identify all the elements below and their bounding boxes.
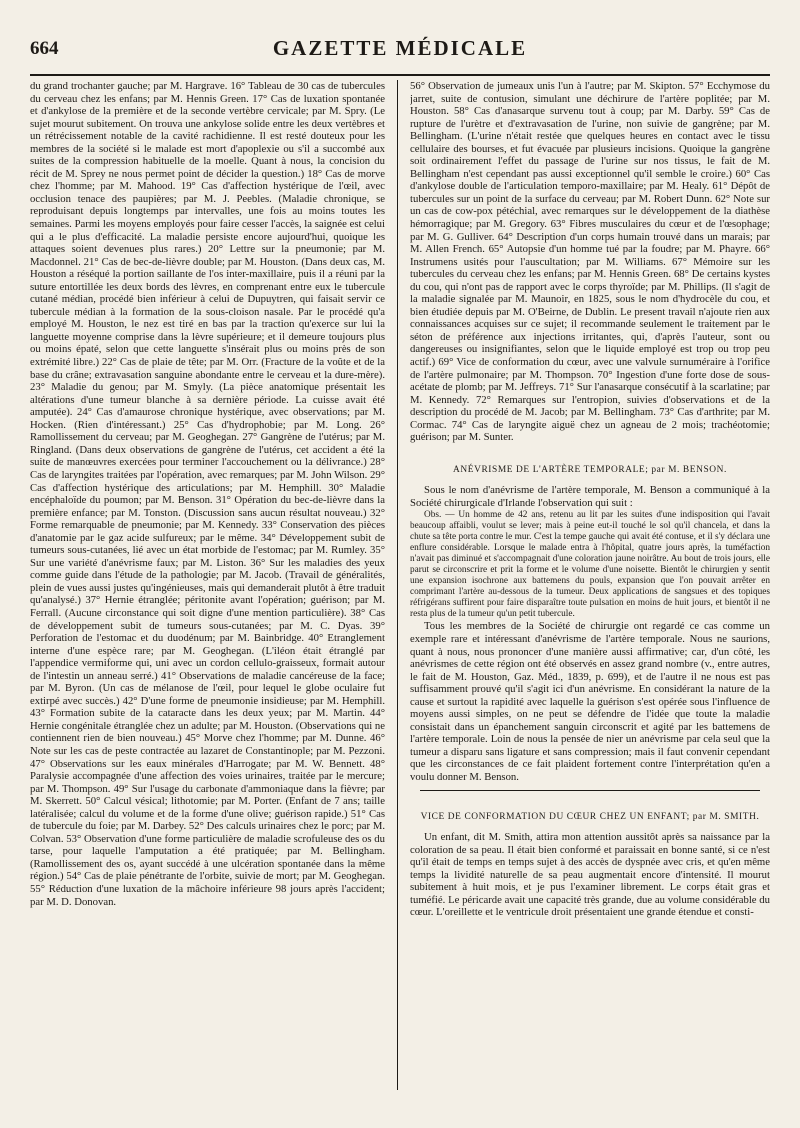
header-rule <box>30 74 770 76</box>
page-number: 664 <box>30 38 59 59</box>
section-aneurysm-intro: Sous le nom d'anévrisme de l'artère temporale, M. Benson a communiqué à la Société chirurgicale d'Irlande l'observation qui suit : <box>410 484 770 509</box>
page-header <box>30 36 770 70</box>
section-title-heart: VICE DE CONFORMATION DU CŒUR CHEZ UN ENFANT; par M. SMITH. <box>420 811 760 822</box>
section-heart-text: Un enfant, dit M. Smith, attira mon attention aussitôt après sa naissance par la coloration de sa peau. Il était bien conformé et paraissait en bonne santé, si ce n'est qu'il était de temps en temps sujet à des accès de dyspnée avec cris, et qu'en même temps la lividité naturelle de sa peau augmentait encore d'intensité. Il mourut subitement à huit mois, et je pus l'examiner librement. Le corps était gras et tuméfié. Le péricarde avait une capacité très grande, due au volume considérable du cœur. L'oreillette et le ventricule droit présentaient une grande étendue et consti- <box>410 831 770 919</box>
section-divider <box>420 790 760 791</box>
left-column <box>30 80 385 1090</box>
section-aneurysm-commentary: Tous les membres de la Société de chirurgie ont regardé ce cas comme un exemple rare et intéressant d'anévrisme de l'artère temporale. Nous ne saurions, quant à nous, nous prononcer d'une manière aussi affirmative; car, d'un côté, les anévrismes de cette région ont été observés en assez grand nombre (v., entre autres, le fait de M. Houston, Gaz. Méd., 1839, p. 699), et de l'autre il ne nous est pas suffisamment prouvé qu'il s'agit ici d'un anévrisme. En considérant la nature de la cause et surtout la rapidité avec laquelle la guérison s'est opérée sous l'influence de moyens aussi simples, on ne peut se défendre de l'idée que toute la maladie consistait dans un épanchement sanguin circonscrit et agité par les battemens de l'artère temporale. Loin de nous la pensée de nier un anévrisme par cela seul que la tumeur a disparu sans ligature et sans compression; mais il faut convenir cependant que les circonstances de ce fait plaident fortement contre l'interprétation qu'en a voulu donner M. Benson. <box>410 620 770 783</box>
section-title-aneurysm: ANÉVRISME DE L'ARTÈRE TEMPORALE; par M. BENSON. <box>453 464 727 475</box>
column-divider <box>397 80 398 1090</box>
left-column-text: du grand trochanter gauche; par M. Hargrave. 16° Tableau de 30 cas de tubercules du cerveau chez les enfans; par M. Hennis Green. 17° Cas de luxation spontanée et d'ankylose de la première et de la seconde vertèbre cervicale; par M. Spry. (Le sujet mourut subitement. On trouva une ankylose solide entre les deux vertèbres et un rétrécissement notable de la cavité rachidienne. Il est resté douteux pour les membres de la société si le malade est mort d'apoplexie ou s'il a succombé aux suites de la compression habituelle de la moelle. Quant à nous, la concision du récit de M. Sprey ne nous permet point de décider la question.) 18° Cas de morve chez l'homme; par M. Mahood. 19° Cas d'affection hystérique de l'œil, avec occlusion tenace des paupières; par M. J. Peebles. (Maladie chronique, se reproduisant depuis longtemps par intervalles, une fois au moins toutes les semaines. Parmi les moyens employés pour faire cesser l'accès, la saignée est celui qui a le plus d'efficacité. La maladie persiste encore aujourd'hui, quoique les attaques soient devenues plus rares.) 20° Lettre sur la pneumonie; par M. Macdonnel. 21° Cas de bec-de-lièvre double; par M. Houston. (Dans deux cas, M. Houston a réséqué la portion saillante de l'os inter-maxillaire, puis il a réuni par la suture entortillée les deux bords des lèvres, en comprenant entre eux le tubercule cutané médian, procédé bien inférieur à celui de Dupuytren, qui faisait servir ce tubercule médian à la formation de la sous-cloison nasale. Par le procédé qu'a employé M. Houston, le nez est tiré en bas par la traction qu'exerce sur lui la languette moyenne comprise dans la lèvre supérieure; et il demeure toujours plus ou moins épaté, selon que cette languette s'insérait plus ou moins près de son extrémité libre.) 22° Cas de plaie de tête; par M. Orr. (Fracture de la voûte et de la base du crâne; extravasation sanguine abondante entre le cerveau et la dure-mère). 23° Maladie du genou; par M. Smyly. (La pièce anatomique présentait les altérations d'une tumeur blanche à sa dernière période. La cuisse avait été amputée). 24° Cas d'amaurose chronique hystérique, avec observations; par M. Hocken. (Rien d'intéressant.) 25° Cas d'hydrophobie; par M. Long. 26° Ramollissement du cerveau; par M. Geoghegan. 27° Gangrène de l'utérus; par M. Ringland. (Dans deux observations de gangrène de l'utérus, cet accident a été la suite de manœuvres exercées pour terminer l'accouchement ou la délivrance.) 28° Cas de laryngites traitées par l'opération, avec remarques; par M. John Wilson. 29° Cas d'affection hystérique des articulations; par M. Hemphill. 30° Maladie encéphaloïde du poumon; par M. Benson. 31° Opération du bec-de-lièvre dans la première enfance; par M. Tonston. (Discussion sans aucun résultat nouveau.) 32° Forme remarquable de pneumonie; par M. Kennedy. 33° Conservation des pièces d'anatomie par le gaz acide sulfureux; par le même. 34° Développement subit de tumeurs sous-cutanées, lié avec un état morbide de l'estomac; par M. Rumley. 35° Sur une variété d'anévrisme faux; par M. Liston. 36° Sur les maladies des yeux comme guide dans l'étude de la pathologie; par M. Jacob. (Travail de généralités, plein de vues aussi justes qu'ingénieuses, mais qui demanderait plutôt à être traduit qu'analysé.) 37° Hernie étranglée; péritonite avant l'opération; guérison; par M. Ferrall. (Aucune circonstance qui soit digne d'une mention particulière). 38° Cas de développement subit de tumeurs sous-cutanées; par M. C. Dyas. 39° Perforation de l'estomac et du duodénum; par M. Bainbridge. 40° Etranglement interne d'une espèce rare; par M. Geoghegan. (L'iléon était étranglé par l'appendice vermiforme qui, uni avec un cordon cellulo-graisseux, formait autour de l'intestin un anneau serré.) 41° Observations de maladie cancéreuse de la face; par M. Byron. (Un cas de mélanose de l'œil, pour lequel le globe oculaire fut extirpé avec succès.) 42° D'une forme de pneumonie insidieuse; par M. Hemphill. 43° Formation subite de la cataracte dans les deux yeux; par M. Martin. 44° Hernie congénitale étranglée chez un adulte; par M. Houston. (Observations qui ne contiennent rien de bien nouveau.) 45° Morve chez l'homme; par M. Dunne. 46° Note sur les cas de peste contractée au lazaret de Constantinople; par M. Pezzoni. 47° Observations sur les eaux minérales d'Harrogate; par M. W. Bennett. 48° Paralysie accompagnée d'une affection des voies urinaires, traitée par le mercure; par M. Thompson. 49° Sur l'usage du carbonate d'ammoniaque dans la fièvre; par M. Skerrett. 50° Calcul vésical; lithotomie; par M. Porter. (Enfant de 7 ans; taille latéralisée; calcul du volume et de la forme d'une olive; guérison rapide.) 51° Cas de tubercule du foie; par M. Darbey. 52° Des calculs urinaires chez le porc; par M. Colvan. 53° Observation d'une forme particulière de maladie scrofuleuse des os du tarse, pour laquelle l'amputation a été pratiquée; par M. Bellingham. (Ramollissement des os, ayant succédé à une ulcération spontanée dans la même région.) 54° Cas de plaie pénétrante de l'orbite, suivie de mort; par M. Geoghegan. 55° Réduction d'une luxation de la mâchoire inférieure 98 jours après l'accident; par M. D. Donovan. <box>30 80 385 908</box>
section-aneurysm-observation: Obs. — Un homme de 42 ans, retenu au lit par les suites d'une indisposition qui l'avait beaucoup affaibli, voulut se lever; mais à peine eut-il touché le sol qu'il chancela, et dans la chute sa tête porta contre le mur. C'est la tempe gauche qui avait été contuse, et il s'y déclara une enflure considérable. Lorsque le malade entra à l'hôpital, quatre jours après, la tuméfaction n'avait pas diminué et s'accompagnait d'une coloration jaune noirâtre. Au bout de trois jours, elle parut se circonscrire et prit la forme et le volume d'une noisette. Bientôt le chirurgien y sentit une expansion isochrone aux battemens du pouls, expansion que l'on pouvait arrêter en comprimant l'artère au-dessous de la tumeur. Deux applications de sangsues et des topiques réfrigérans suffirent pour faire disparaître toute pulsation en moins de huit jours, et bientôt il ne resta plus de la tumeur qu'un petit tubercule. <box>410 509 770 620</box>
journal-title: GAZETTE MÉDICALE <box>272 36 528 60</box>
right-column <box>410 80 770 1090</box>
right-column-intro: 56° Observation de jumeaux unis l'un à l'autre; par M. Skipton. 57° Ecchymose du jarret, suite de contusion, simulant une déchirure de l'artère poplitée; par M. Houston. 58° Cas d'anasarque survenu tout à coup; par M. Darby. 59° Cas de rupture de l'urètre et d'extravasation de l'urine, non suivie de gangrène; par M. Bellingham. (L'urine n'était restée que quelques heures en contact avec le tissu cellulaire des bourses, et fut évacuée par plusieurs incisions. Quoique la gangrène soit ordinairement l'effet du passage de l'urine sur nos tissus, le fait de M. Bellingham n'est cependant pas aussi exceptionnel qu'il semble le croire.) 60° Cas d'ankylose double de l'articulation temporo-maxillaire; par M. Healy. 61° Dépôt de tubercules sur un point de la surface du cerveau; par M. Robert Dunn. 62° Note sur un cas de cow-pox pétéchial, avec remarques sur le développement de la diathèse hémorragique; par M. Gregory. 63° Fibres musculaires du cœur et de l'œsophage; par M. G. Gulliver. 64° Description d'un corps humain trouvé dans un marais; par M. Allen French. 65° Autopsie d'un homme tué par la foudre; par M. Phayre. 66° Instrumens usités pour l'auscultation; par M. Williams. 67° Mémoire sur les tubercules du cerveau chez les enfans; par M. Hennis Green. 68° De certains kystes du cou, qui n'ont pas de rapport avec le corps thyroïde; par M. Phillips. (Il s'agit de la maladie signalée par M. Maunoir, en 1825, sous le nom d'hydrocèle du cou, et bien étudiée depuis par M. O'Beirne, de Dublin. Le present travail n'ajoute rien aux connaissances acquises sur ce sujet; il recommande seulement le traitement par le séton de préférence aux injections irritantes, qui, d'après l'auteur, sont ou dangereuses ou insignifiantes, selon que le liquide employé est trop ou trop peu actif.) 69° Vice de conformation du cœur, avec une valvule surnuméraire à l'orifice de l'artère pulmonaire; par M. Thompson. 70° Ingestion d'une forte dose de sous-acétate de plomb; par M. Jeffreys. 71° Sur l'anasarque consécutif à la scarlatine; par M. Kennedy. 72° Remarques sur l'entropion, suivies d'observations et de la description du procédé de M. Jacob; par M. Bellingham. 73° Cas d'arthrite; par M. Cormac. 74° Cas de laryngite aiguë chez un agneau de 2 mois; trachéotomie; guérison; par M. Sunter. <box>410 80 770 444</box>
